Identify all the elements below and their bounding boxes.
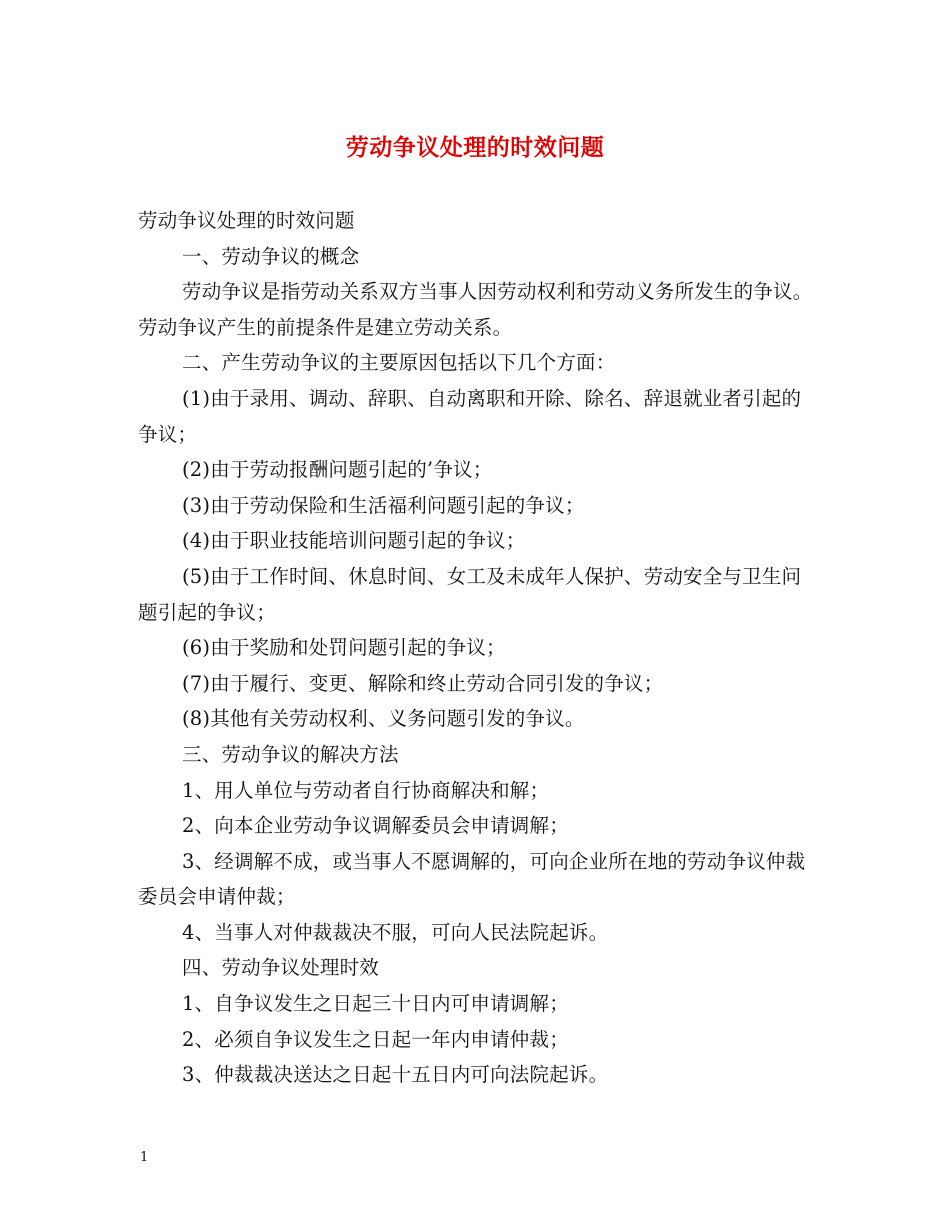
list-item: (1)由于录用、调动、辞职、自动离职和开除、除名、辞退就业者引起的争议；: [138, 386, 802, 446]
list-item: 3、仲裁裁决送达之日起十五日内可向法院起诉。: [182, 1063, 609, 1087]
section-heading: 三、劳动争议的解决方法: [182, 742, 399, 766]
list-item: (5)由于工作时间、休息时间、女工及未成年人保护、劳动安全与卫生问题引起的争议；: [138, 564, 802, 624]
list-item: 3、经调解不成，或当事人不愿调解的，可向企业所在地的劳动争议仲裁委员会申请仲裁；: [138, 849, 806, 909]
list-item: 2、必须自争议发生之日起一年内申请仲裁；: [182, 1027, 569, 1051]
page-number: 1: [140, 1150, 149, 1165]
list-item: 1、用人单位与劳动者自行协商解决和解；: [182, 778, 550, 802]
list-item: (6)由于奖励和处罚问题引起的争议；: [182, 636, 506, 660]
section-heading: 一、劳动争议的概念: [182, 244, 360, 268]
paragraph: 劳动争议处理的时效问题: [138, 209, 355, 232]
list-item: (4)由于职业技能培训问题引起的争议；: [182, 529, 526, 553]
section-heading: 二、产生劳动争议的主要原因包括以下几个方面：: [182, 351, 616, 375]
list-item: (8)其他有关劳动权利、义务问题引发的争议。: [182, 707, 585, 731]
list-item: (7)由于履行、变更、解除和终止劳动合同引发的争议；: [182, 671, 664, 695]
section-heading: 四、劳动争议处理时效: [182, 956, 380, 980]
document-title: 劳动争议处理的时效问题: [345, 134, 605, 161]
list-item: 2、向本企业劳动争议调解委员会申请调解；: [182, 814, 569, 838]
list-item: 1、自争议发生之日起三十日内可申请调解；: [182, 992, 569, 1016]
list-item: (3)由于劳动保险和生活福利问题引起的争议；: [182, 493, 585, 517]
list-item: (2)由于劳动报酬问题引起的’争议；: [182, 458, 493, 482]
document-body: [138, 203, 818, 1093]
list-item: 4、当事人对仲裁裁决不服，可向人民法院起诉。: [182, 920, 609, 944]
paragraph: 劳动争议是指劳动关系双方当事人因劳动权利和劳动义务所发生的争议。劳动争议产生的前提条件是建立劳动关系。: [138, 280, 813, 339]
